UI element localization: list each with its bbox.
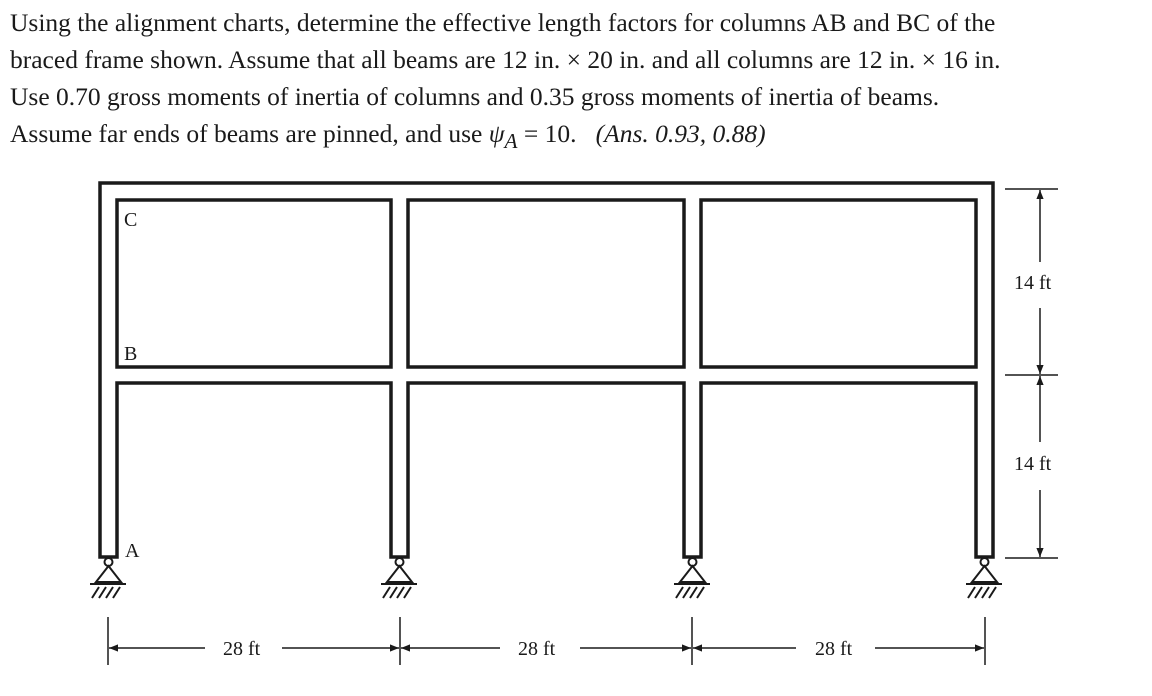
- problem-line-2: braced frame shown. Assume that all beams are 12 in. × 20 in. and all columns are 12 in. × 16 in.: [10, 45, 1001, 74]
- dim-label-story-bottom: 14 ft: [1014, 453, 1052, 475]
- answer-text: (Ans. 0.93, 0.88): [595, 119, 766, 148]
- dim-label-bay-2: 28 ft: [518, 638, 556, 660]
- problem-line-1: Using the alignment charts, determine the effective length factors for columns AB and BC of the: [10, 8, 996, 37]
- upper-bay-1: [117, 200, 391, 367]
- upper-bay-2: [408, 200, 684, 367]
- dim-label-bay-1: 28 ft: [223, 638, 261, 660]
- joint-label-c: C: [124, 209, 138, 231]
- dim-label-bay-3: 28 ft: [815, 638, 853, 660]
- pin-support-2: [381, 558, 417, 598]
- pin-support-3: [674, 558, 710, 598]
- psi-equation: = 10.: [517, 119, 577, 148]
- problem-line-4-text: Assume far ends of beams are pinned, and use: [10, 119, 489, 148]
- joint-label-b: B: [124, 343, 138, 365]
- problem-line-3: Use 0.70 gross moments of inertia of columns and 0.35 gross moments of inertia of beams.: [10, 82, 940, 111]
- joint-label-a: A: [125, 540, 140, 562]
- upper-bay-3: [701, 200, 976, 367]
- dim-label-story-top: 14 ft: [1014, 272, 1052, 294]
- frame-outer-outline: [100, 183, 993, 557]
- psi-symbol: ψ: [488, 119, 505, 148]
- pin-support-4: [966, 558, 1002, 598]
- psi-subscript: A: [504, 129, 518, 154]
- pin-support-1: [90, 558, 126, 598]
